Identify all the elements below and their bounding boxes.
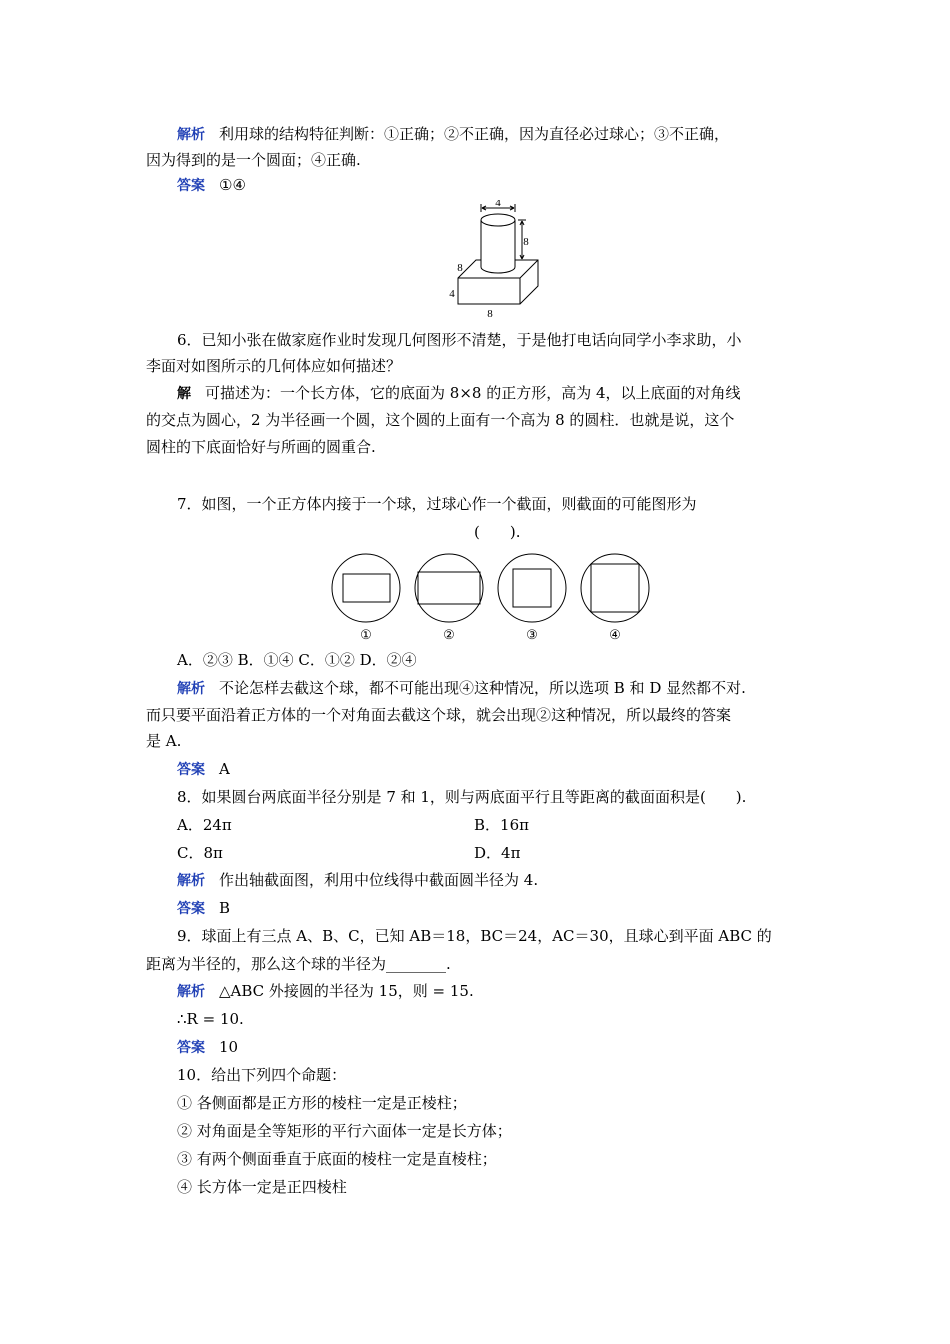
- q8-answer: 答案 B: [177, 899, 231, 917]
- cylinder-on-box-figure: [440, 200, 550, 320]
- answer-label: 答案: [177, 178, 205, 194]
- q8-analysis: 解析 作出轴截面图，利用中位线得中截面圆半径为 4.: [177, 871, 539, 889]
- q9-answer: 答案 10: [177, 1038, 239, 1056]
- analysis-label: 解析: [177, 681, 205, 697]
- q6-solution-line1: 解 可描述为：一个长方体，它的底面为 8×8 的正方形，高为 4，以上底面的对角线: [177, 384, 741, 402]
- q8-option-c: C．8π: [177, 844, 223, 862]
- q5-answer: 答案 ①④: [177, 176, 246, 194]
- q8-option-b: B．16π: [474, 816, 529, 834]
- q6-solution-line2: 的交点为圆心，2 为半径画一个圆，这个圆的上面有一个高为 8 的圆柱．也就是说，这个: [146, 411, 735, 429]
- answer-label: 答案: [177, 1040, 205, 1056]
- q9-question-line2: 距离为半径的，那么这个球的半径为________.: [146, 955, 451, 973]
- section-label-2: ②: [443, 627, 455, 642]
- fig-label-right: 8: [523, 236, 529, 248]
- q7-analysis-line2: 而只要平面沿着正方体的一个对角面去截这个球，就会出现②这种情况，所以最终的答案: [146, 706, 732, 724]
- fig-label-bottom: 8: [487, 308, 493, 320]
- q6-solution-line3: 圆柱的下底面恰好与所画的圆重合.: [146, 438, 376, 456]
- section-label-1: ①: [360, 627, 372, 642]
- analysis-label: 解析: [177, 984, 205, 1000]
- q7-question-line1: 7．如图，一个正方体内接于一个球，过球心作一个截面，则截面的可能图形为: [177, 495, 697, 513]
- fig-label-height: 4: [449, 288, 455, 300]
- q5-analysis-line2: 因为得到的是一个圆面；④正确.: [146, 151, 361, 169]
- q10-item-3: ③ 有两个侧面垂直于底面的棱柱一定是直棱柱；: [177, 1150, 497, 1168]
- solution-label: 解: [177, 386, 191, 402]
- analysis-label: 解析: [177, 127, 205, 143]
- section-label-4: ④: [609, 627, 621, 642]
- sphere-cross-sections-figure: [330, 548, 660, 648]
- q10-item-4: ④ 长方体一定是正四棱柱: [177, 1178, 347, 1196]
- q10-question: 10．给出下列四个命题：: [177, 1066, 347, 1084]
- section-label-3: ③: [526, 627, 538, 642]
- fig-label-left: 8: [457, 262, 463, 274]
- q8-option-a: A．24π: [177, 816, 232, 834]
- q6-question-line2: 李面对如图所示的几何体应如何描述？: [146, 357, 402, 375]
- q7-analysis-line1: 解析 不论怎样去截这个球，都不可能出现④这种情况，所以选项 B 和 D 显然都不对.: [177, 679, 746, 697]
- q8-question: 8．如果圆台两底面半径分别是 7 和 1，则与两底面平行且等距离的截面面积是( ).: [177, 788, 747, 806]
- q9-analysis: 解析 △ABC 外接圆的半径为 15，则 = 15.: [177, 982, 474, 1000]
- q9-question-line1: 9．球面上有三点 A、B、C，已知 AB＝18，BC＝24，AC＝30，且球心到平面 ABC 的: [177, 927, 772, 945]
- q9-therefore: ∴R = 10.: [177, 1010, 244, 1028]
- answer-label: 答案: [177, 901, 205, 917]
- q8-option-d: D．4π: [474, 844, 521, 862]
- analysis-label: 解析: [177, 873, 205, 889]
- answer-label: 答案: [177, 762, 205, 778]
- q7-blank: ( ).: [474, 523, 521, 541]
- q5-analysis-line1: 解析 利用球的结构特征判断：①正确；②不正确，因为直径必过球心；③不正确，: [177, 125, 730, 143]
- q10-item-1: ① 各侧面都是正方形的棱柱一定是正棱柱；: [177, 1094, 467, 1112]
- q6-question-line1: 6．已知小张在做家庭作业时发现几何图形不清楚，于是他打电话向同学小李求助，小: [177, 331, 742, 349]
- fig-label-top: 4: [495, 200, 501, 209]
- q7-analysis-line3: 是 A.: [146, 732, 182, 750]
- q7-options: A．②③ B．①④ C．①② D．②④: [177, 651, 417, 669]
- q7-answer: 答案 A: [177, 760, 230, 778]
- q10-item-2: ② 对角面是全等矩形的平行六面体一定是长方体；: [177, 1122, 512, 1140]
